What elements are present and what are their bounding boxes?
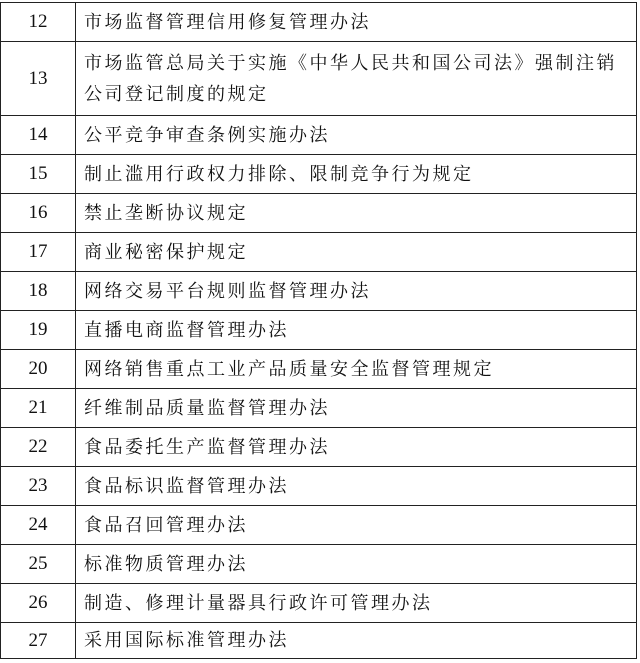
row-number: 27	[1, 623, 76, 659]
row-number: 12	[1, 3, 76, 42]
row-number: 24	[1, 506, 76, 545]
regulation-title: 标准物质管理办法	[76, 545, 637, 584]
regulation-title: 纤维制品质量监督管理办法	[76, 389, 637, 428]
regulation-title: 采用国际标准管理办法	[76, 623, 637, 659]
table-row	[1, 467, 637, 506]
regulation-title: 制造、修理计量器具行政许可管理办法	[76, 584, 637, 623]
table-row	[1, 506, 637, 545]
table-row	[1, 584, 637, 623]
regulation-title: 制止滥用行政权力排除、限制竞争行为规定	[76, 155, 637, 194]
regulation-title: 网络交易平台规则监督管理办法	[76, 272, 637, 311]
row-number: 26	[1, 584, 76, 623]
table-row	[1, 3, 637, 42]
table-row	[1, 623, 637, 659]
row-number: 21	[1, 389, 76, 428]
row-number: 22	[1, 428, 76, 467]
table-row	[1, 350, 637, 389]
table-row	[1, 233, 637, 272]
regulation-title: 直播电商监督管理办法	[76, 311, 637, 350]
table-row	[1, 545, 637, 584]
row-number: 20	[1, 350, 76, 389]
row-number: 13	[1, 42, 76, 116]
table-row	[1, 272, 637, 311]
regulation-title: 禁止垄断协议规定	[76, 194, 637, 233]
table-row	[1, 116, 637, 155]
row-number: 15	[1, 155, 76, 194]
regulations-table	[0, 2, 637, 659]
regulation-title: 食品委托生产监督管理办法	[76, 428, 637, 467]
row-number: 17	[1, 233, 76, 272]
regulation-title: 网络销售重点工业产品质量安全监督管理规定	[76, 350, 637, 389]
table-row	[1, 311, 637, 350]
table-row	[1, 155, 637, 194]
table-row	[1, 194, 637, 233]
regulation-title: 公平竞争审查条例实施办法	[76, 116, 637, 155]
row-number: 14	[1, 116, 76, 155]
row-number: 23	[1, 467, 76, 506]
regulation-title: 商业秘密保护规定	[76, 233, 637, 272]
table-row	[1, 42, 637, 116]
row-number: 19	[1, 311, 76, 350]
regulation-title: 食品召回管理办法	[76, 506, 637, 545]
row-number: 18	[1, 272, 76, 311]
table-row	[1, 389, 637, 428]
row-number: 16	[1, 194, 76, 233]
regulation-title: 食品标识监督管理办法	[76, 467, 637, 506]
regulation-title: 市场监管总局关于实施《中华人民共和国公司法》强制注销公司登记制度的规定	[76, 42, 637, 116]
row-number: 25	[1, 545, 76, 584]
table-row	[1, 428, 637, 467]
regulation-title: 市场监督管理信用修复管理办法	[76, 3, 637, 42]
